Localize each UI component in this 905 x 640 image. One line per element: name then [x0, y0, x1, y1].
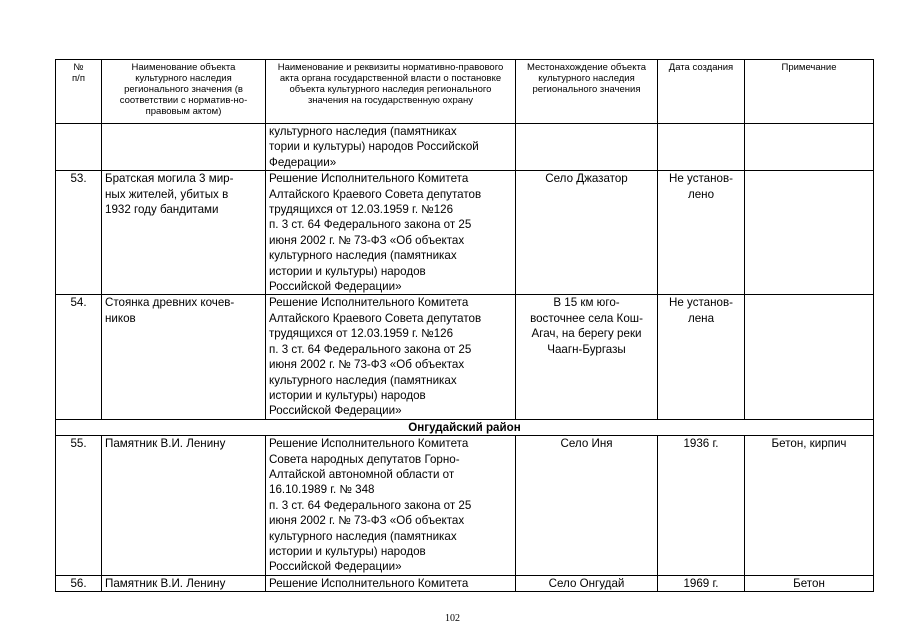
cell-location: Село Джазатор [516, 171, 658, 295]
page-number: 102 [445, 613, 460, 624]
cell-note [745, 295, 874, 419]
table-row [56, 171, 874, 295]
cell-object-name: Стоянка древних кочев- ников [102, 295, 266, 419]
header-note: Примечание [745, 60, 874, 124]
cell-creation-date: 1969 г. [658, 575, 745, 591]
table-row [56, 575, 874, 591]
header-legal-act: Наименование и реквизиты нормативно-правового акта органа государственной власти о постановке объекта культурного наследия регионального значения на государственную охрану [266, 60, 516, 124]
table-header-row [56, 60, 874, 124]
cell-legal-act: Решение Исполнительного Комитета Алтайского Краевого Совета депутатов трудящихся от 12.03.1959 г. №126 п. 3 ст. 64 Федерального закона от 25 июня 2002 г. № 73-ФЗ «Об объектах культурного наследия (памятниках истории и культуры) народов Российской Федерации» [266, 295, 516, 419]
cell-creation-date: Не установ- лена [658, 295, 745, 419]
cell-number: 55. [56, 436, 102, 576]
cell-legal-act: Решение Исполнительного Комитета Алтайского Краевого Совета депутатов трудящихся от 12.03.1959 г. №126 п. 3 ст. 64 Федерального закона от 25 июня 2002 г. № 73-ФЗ «Об объектах культурного наследия (памятниках истории и культуры) народов Российской Федерации» [266, 171, 516, 295]
cell-location: В 15 км юго- восточнее села Кош- Агач, на берегу реки Чаагн-Бургазы [516, 295, 658, 419]
header-number: № п/п [56, 60, 102, 124]
header-object-name: Наименование объекта культурного наследия регионального значения (в соответствии с норматив-но-правовым актом) [102, 60, 266, 124]
header-location: Местонахождение объекта культурного наследия регионального значения [516, 60, 658, 124]
cell-note [745, 171, 874, 295]
table-row [56, 436, 874, 576]
header-creation-date: Дата создания [658, 60, 745, 124]
cell-number: 53. [56, 171, 102, 295]
cell-object-name: Памятник В.И. Ленину [102, 575, 266, 591]
table-row [56, 295, 874, 419]
district-heading: Онгудайский район [56, 419, 874, 435]
cell-location: Село Иня [516, 436, 658, 576]
cell-legal-act: Решение Исполнительного Комитета [266, 575, 516, 591]
cell-note: Бетон, кирпич [745, 436, 874, 576]
heritage-registry-table [55, 59, 874, 592]
cell-number: 56. [56, 575, 102, 591]
cell-creation-date: 1936 г. [658, 436, 745, 576]
cell-note: Бетон [745, 575, 874, 591]
district-row [56, 419, 874, 435]
cell-number: 54. [56, 295, 102, 419]
continuation-row [56, 124, 874, 171]
continuation-act-cell: культурного наследия (памятниках тории и культуры) народов Российской Федерации» [266, 124, 516, 171]
cell-creation-date: Не установ- лено [658, 171, 745, 295]
cell-legal-act: Решение Исполнительного Комитета Совета народных депутатов Горно- Алтайской автономной области от 16.10.1989 г. № 348 п. 3 ст. 64 Федерального закона от 25 июня 2002 г. № 73-ФЗ «Об объектах культурного наследия (памятниках истории и культуры) народов Российской Федерации» [266, 436, 516, 576]
cell-object-name: Братская могила 3 мир- ных жителей, убитых в 1932 году бандитами [102, 171, 266, 295]
cell-location: Село Онгудай [516, 575, 658, 591]
cell-object-name: Памятник В.И. Ленину [102, 436, 266, 576]
